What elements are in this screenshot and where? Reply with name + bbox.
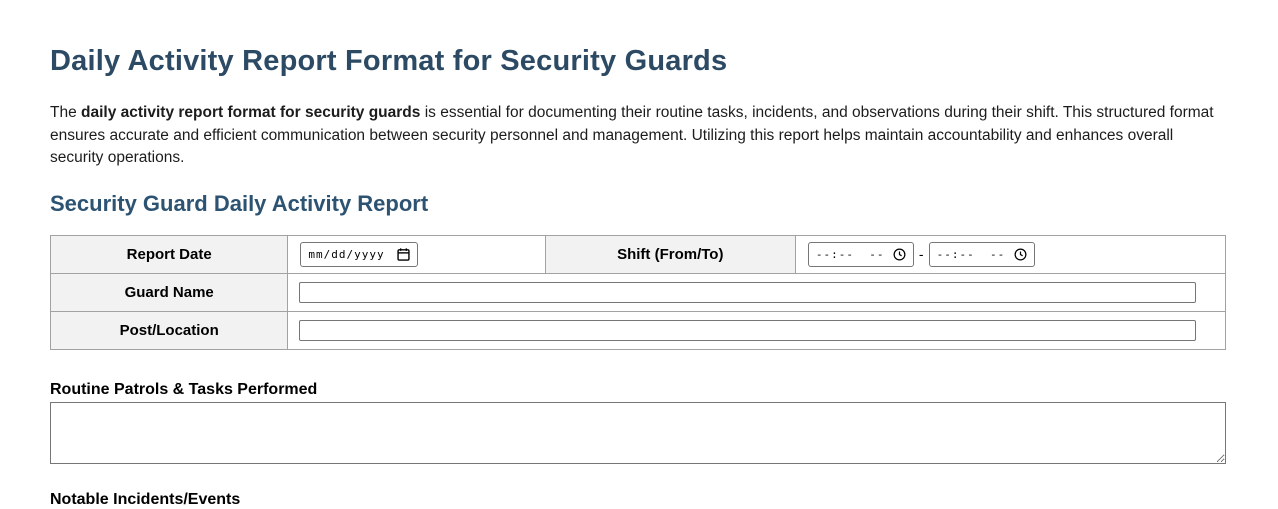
date-placeholder: mm/dd/yyyy bbox=[308, 247, 385, 261]
post-location-input[interactable] bbox=[299, 320, 1196, 341]
calendar-icon[interactable] bbox=[397, 248, 410, 261]
routine-patrols-textarea[interactable] bbox=[50, 402, 1226, 464]
clock-icon[interactable] bbox=[1014, 248, 1027, 261]
section-heading: Security Guard Daily Activity Report bbox=[50, 190, 429, 216]
intro-suffix: is essential for documenting their routine tasks, incidents, and observations during their shift. This structured format ensures accurate and efficient communication between security personnel and management. Utilizing this report helps maintain accountability and enhances overall security operations. bbox=[50, 104, 1214, 166]
notable-incidents-label: Notable Incidents/Events bbox=[50, 490, 241, 508]
intro-prefix: The bbox=[50, 104, 82, 121]
guard-name-label: Guard Name bbox=[51, 273, 288, 311]
table-row bbox=[51, 235, 1226, 273]
time-from-placeholder: --:-- -- bbox=[815, 247, 885, 261]
report-date-input[interactable] bbox=[300, 242, 418, 267]
shift-to-input[interactable] bbox=[929, 242, 1035, 267]
post-location-label: Post/Location bbox=[51, 311, 288, 349]
shift-from-input[interactable] bbox=[808, 242, 914, 267]
shift-label: Shift (From/To) bbox=[545, 235, 795, 273]
post-location-cell bbox=[288, 311, 1226, 349]
routine-patrols-label: Routine Patrols & Tasks Performed bbox=[50, 380, 318, 398]
intro-paragraph bbox=[50, 102, 1226, 170]
page-title: Daily Activity Report Format for Security Guards bbox=[50, 45, 728, 77]
table-row bbox=[51, 273, 1226, 311]
report-date-label: Report Date bbox=[51, 235, 288, 273]
guard-name-cell bbox=[288, 273, 1226, 311]
time-to-placeholder: --:-- -- bbox=[936, 247, 1006, 261]
clock-icon[interactable] bbox=[893, 248, 906, 261]
table-row bbox=[51, 311, 1226, 349]
guard-name-input[interactable] bbox=[299, 282, 1196, 303]
intro-bold: daily activity report format for security guards bbox=[81, 104, 421, 121]
report-table bbox=[50, 235, 1226, 350]
shift-cell bbox=[795, 235, 1225, 273]
shift-separator: - bbox=[918, 246, 924, 262]
report-date-cell bbox=[288, 235, 545, 273]
